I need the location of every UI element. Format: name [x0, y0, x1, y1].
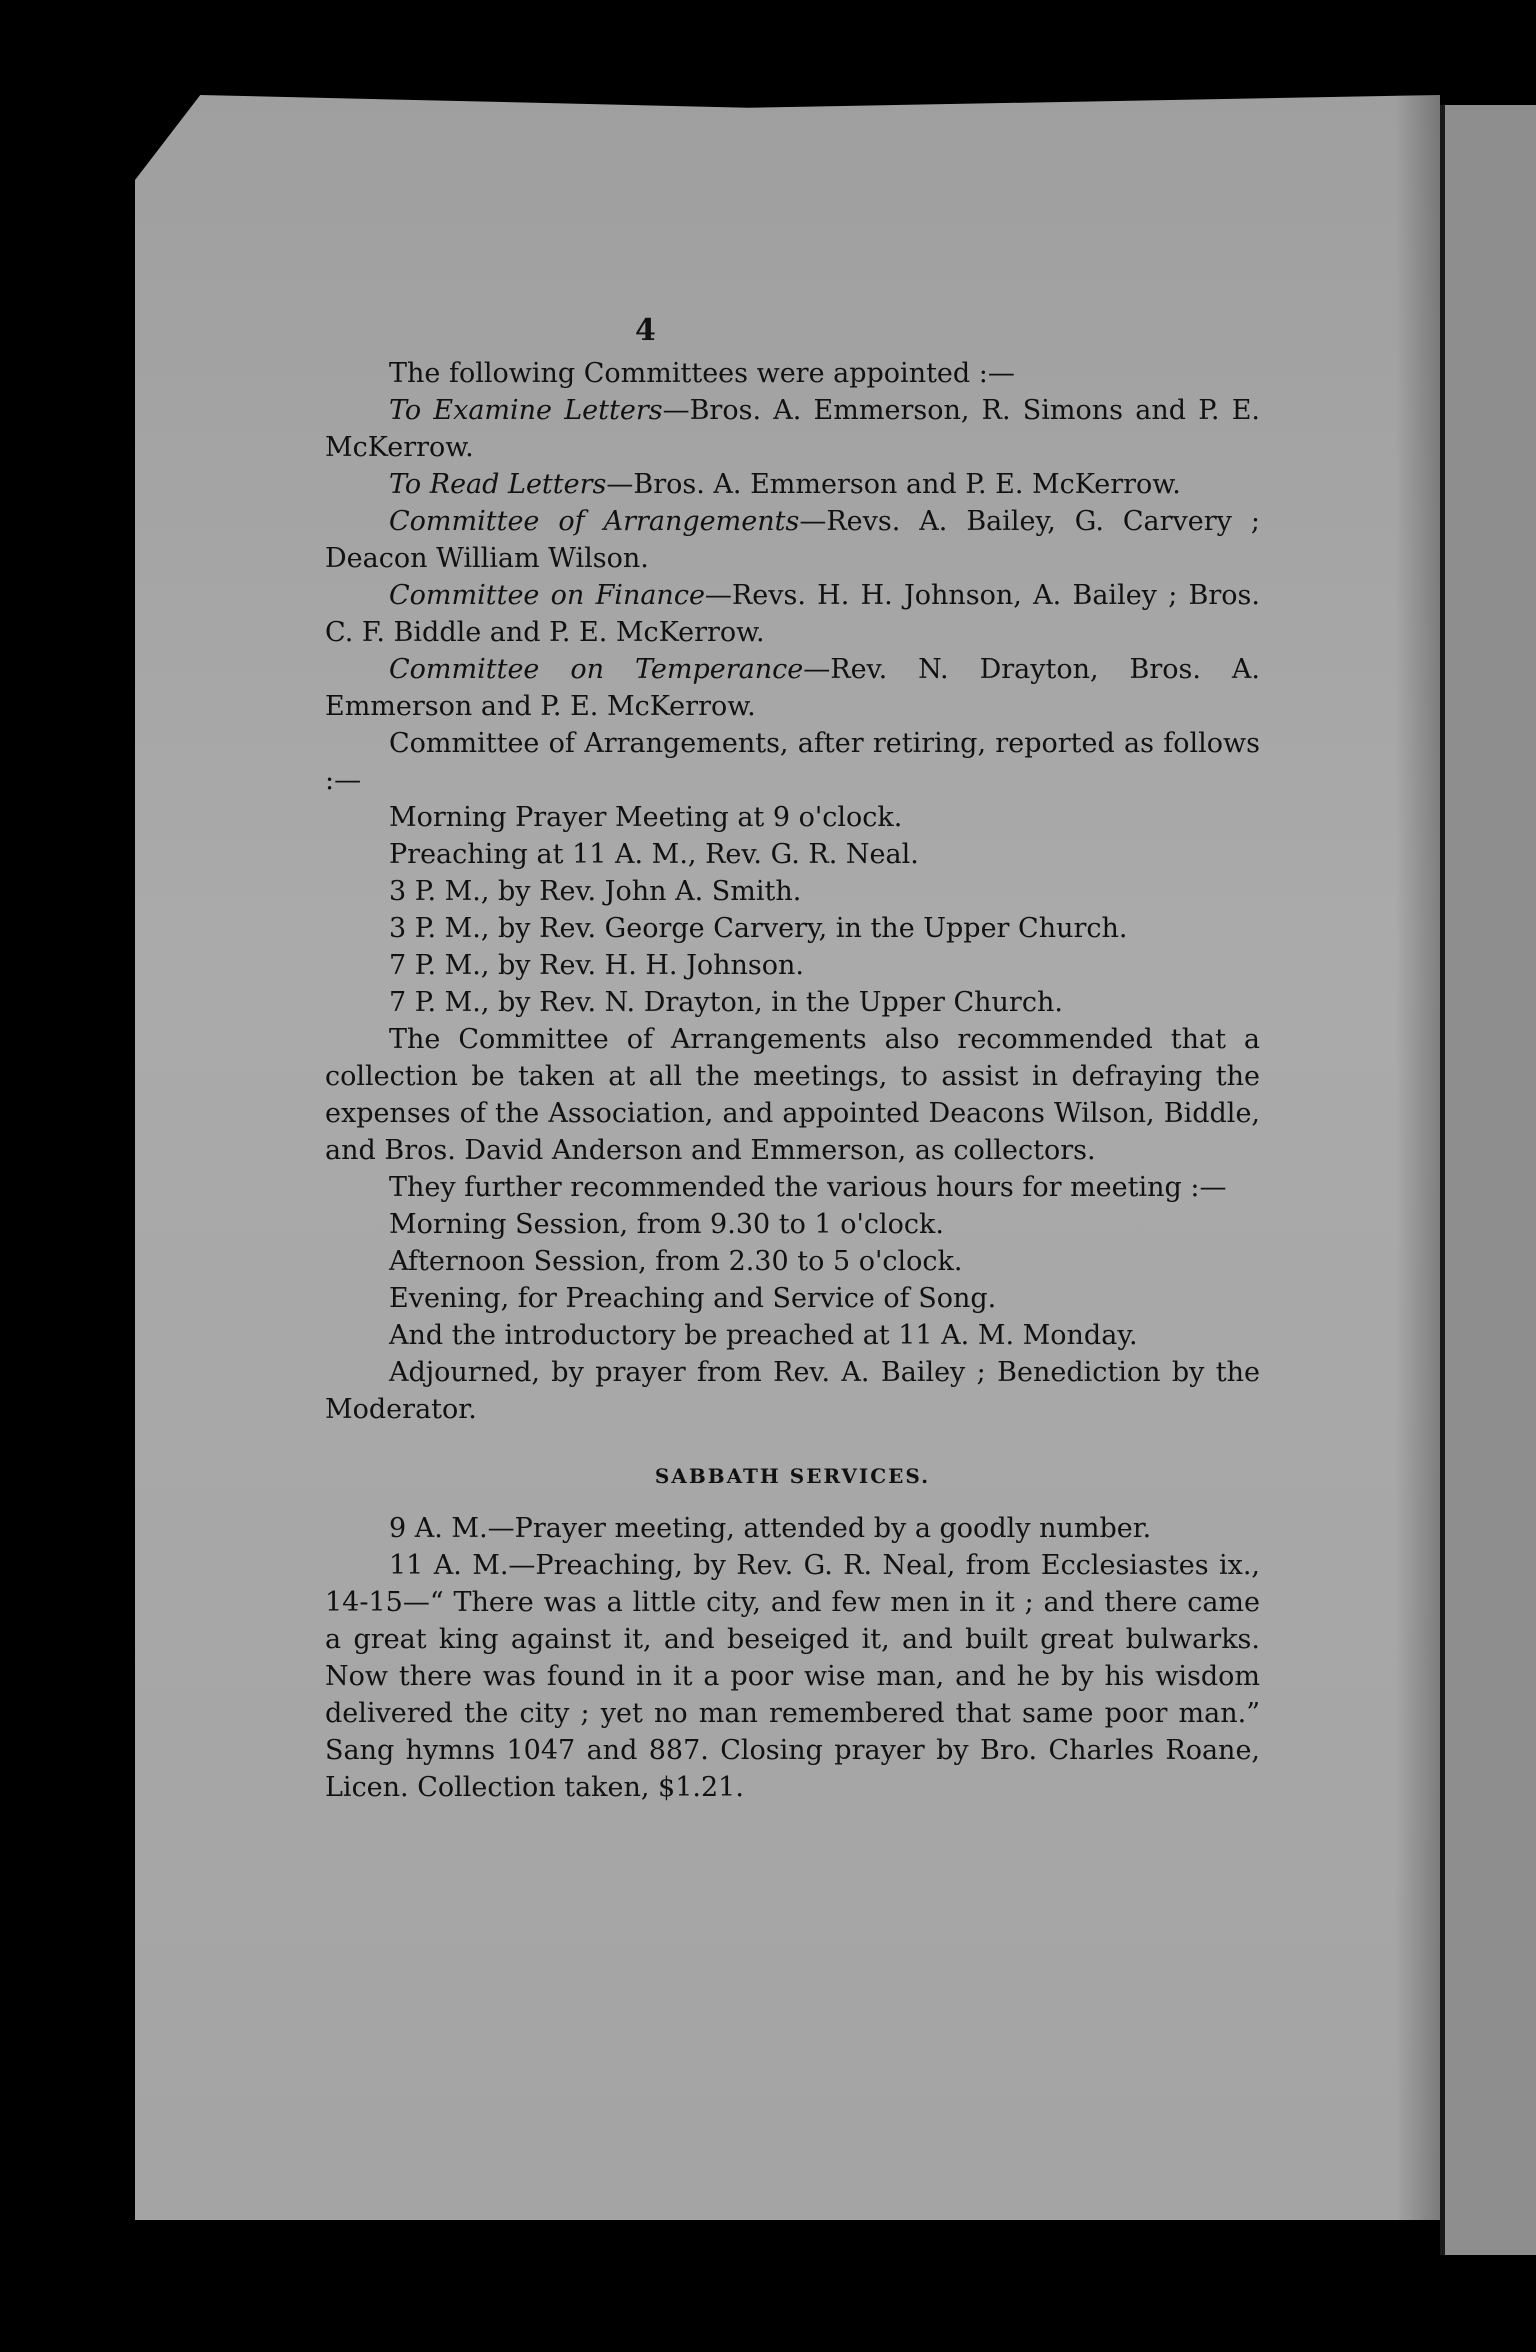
committees-intro: The following Committees were appointed :—: [389, 358, 1015, 389]
committee-label: Committee on Temperance: [389, 654, 804, 685]
sabbath-item: 11 A. M.—Preaching, by Rev. G. R. Neal, from Ecclesiastes ix., 14-15—“ There was a little city, and few men in it ; and there came a great king against it, and beseiged it, and built great bulwarks. Now there was found in it a poor wise man, and he by his wisdom delivered the city ; yet no man remembered that same poor man.” Sang hymns 1047 and 887. Closing prayer by Bro. Charles Roane, Licen. Collection taken, $1.21.: [325, 1550, 1260, 1803]
committee-members: —Revs. H. H. Johnson, A. Bailey ; Bros. C. F. Biddle and P. E. McKerrow.: [325, 580, 1260, 648]
committee-label: To Examine Letters: [389, 395, 663, 426]
committee-members: —Revs. A. Bailey, G. Carvery ; Deacon William Wilson.: [325, 506, 1260, 574]
committee-members: —Rev. N. Drayton, Bros. A. Emmerson and P. E. McKerrow.: [325, 654, 1260, 722]
committee-label: To Read Letters: [389, 469, 607, 500]
hours-item: Morning Session, from 9.30 to 1 o'clock.: [389, 1209, 944, 1240]
sabbath-item: 9 A. M.—Prayer meeting, attended by a goodly number.: [389, 1513, 1152, 1544]
gutter-shadow: [1395, 95, 1440, 2220]
schedule-item: 3 P. M., by Rev. George Carvery, in the Upper Church.: [389, 913, 1128, 944]
committee-temperance: [325, 651, 1260, 725]
hours-item: Afternoon Session, from 2.30 to 5 o'clock.: [389, 1246, 963, 1277]
schedule-item: 3 P. M., by Rev. John A. Smith.: [389, 876, 802, 907]
section-heading: SABBATH SERVICES.: [654, 1464, 931, 1488]
committee-examine-letters: [325, 392, 1260, 466]
hours-item: And the introductory be preached at 11 A. M. Monday.: [389, 1320, 1138, 1351]
schedule-item: Morning Prayer Meeting at 9 o'clock.: [389, 802, 903, 833]
facing-page-edge: [1440, 105, 1536, 2255]
committee-members: —Bros. A. Emmerson, R. Simons and P. E. McKerrow.: [325, 395, 1260, 463]
hours-item: Evening, for Preaching and Service of Song.: [389, 1283, 997, 1314]
schedule-item: 7 P. M., by Rev. H. H. Johnson.: [389, 950, 805, 981]
committee-label: Committee on Finance: [389, 580, 705, 611]
document-body: [325, 355, 1260, 1806]
committee-members: —Bros. A. Emmerson and P. E. McKerrow.: [606, 469, 1181, 500]
committee-label: Committee of Arrangements: [389, 506, 800, 537]
page-number: 4: [635, 313, 656, 348]
committee-arrangements: [325, 503, 1260, 577]
committee-read-letters: [325, 466, 1260, 503]
committee-finance: [325, 577, 1260, 651]
schedule-item: Preaching at 11 A. M., Rev. G. R. Neal.: [389, 839, 919, 870]
schedule-item: 7 P. M., by Rev. N. Drayton, in the Upper Church.: [389, 987, 1063, 1018]
collection-paragraph: The Committee of Arrangements also recommended that a collection be taken at all the meetings, to assist in defraying the expenses of the Association, and appointed Deacons Wilson, Biddle, and Bros. David Anderson and Emmerson, as collectors.: [325, 1024, 1260, 1166]
adjourned-paragraph: Adjourned, by prayer from Rev. A. Bailey ; Benediction by the Moderator.: [325, 1357, 1260, 1425]
hours-intro: They further recommended the various hours for meeting :—: [389, 1172, 1227, 1203]
arrangements-report-intro: Committee of Arrangements, after retiring, reported as follows :—: [325, 728, 1260, 796]
